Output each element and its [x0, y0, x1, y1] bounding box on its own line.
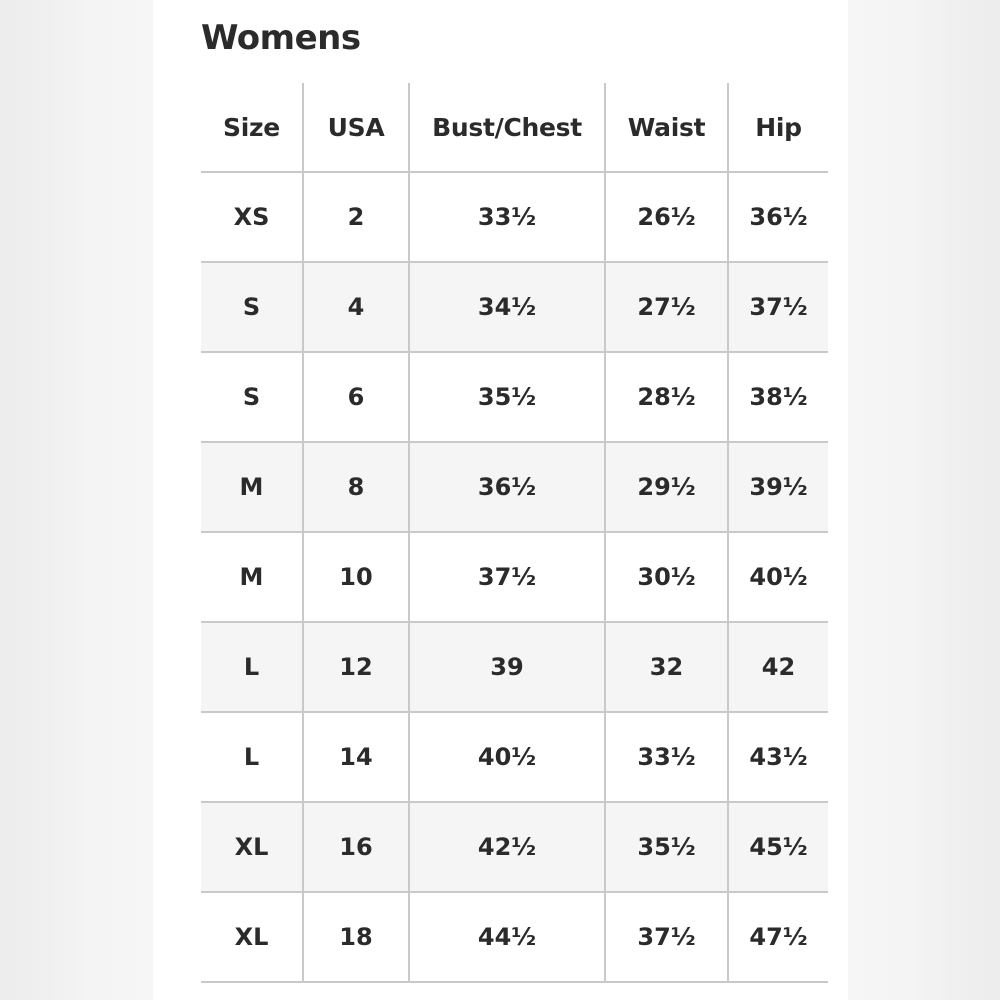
cell-hip: 36½: [728, 172, 828, 262]
cell-hip: 39½: [728, 442, 828, 532]
cell-size: L: [201, 622, 303, 712]
cell-hip: 43½: [728, 712, 828, 802]
cell-bust-chest: 33½: [409, 172, 605, 262]
cell-size: L: [201, 712, 303, 802]
cell-bust-chest: 44½: [409, 892, 605, 982]
cell-size: S: [201, 262, 303, 352]
cell-hip: 37½: [728, 262, 828, 352]
cell-size: S: [201, 352, 303, 442]
cell-hip: 38½: [728, 352, 828, 442]
cell-usa: 14: [303, 712, 409, 802]
backdrop-right: [848, 0, 1000, 1000]
cell-waist: 30½: [605, 532, 728, 622]
cell-usa: 4: [303, 262, 409, 352]
cell-hip: 40½: [728, 532, 828, 622]
cell-waist: 33½: [605, 712, 728, 802]
cell-waist: 29½: [605, 442, 728, 532]
cell-size: M: [201, 442, 303, 532]
chart-title: Womens: [201, 18, 361, 58]
cell-bust-chest: 39: [409, 622, 605, 712]
cell-bust-chest: 42½: [409, 802, 605, 892]
table-row: [201, 532, 828, 622]
cell-bust-chest: 40½: [409, 712, 605, 802]
header-size: Size: [201, 83, 303, 172]
cell-size: XL: [201, 892, 303, 982]
cell-waist: 37½: [605, 892, 728, 982]
header-hip: Hip: [728, 83, 828, 172]
cell-size: M: [201, 532, 303, 622]
cell-size: XS: [201, 172, 303, 262]
header-bust-chest: Bust/Chest: [409, 83, 605, 172]
table-row: [201, 802, 828, 892]
size-chart-panel: [153, 0, 848, 1000]
table-row: [201, 712, 828, 802]
cell-waist: 27½: [605, 262, 728, 352]
cell-usa: 16: [303, 802, 409, 892]
table-row: [201, 892, 828, 982]
cell-hip: 45½: [728, 802, 828, 892]
header-row: [201, 83, 828, 172]
cell-waist: 26½: [605, 172, 728, 262]
cell-hip: 47½: [728, 892, 828, 982]
table-row: [201, 262, 828, 352]
cell-usa: 10: [303, 532, 409, 622]
cell-bust-chest: 35½: [409, 352, 605, 442]
cell-usa: 12: [303, 622, 409, 712]
cell-waist: 35½: [605, 802, 728, 892]
header-waist: Waist: [605, 83, 728, 172]
size-chart-table: [201, 83, 828, 983]
cell-usa: 2: [303, 172, 409, 262]
cell-usa: 6: [303, 352, 409, 442]
table-row: [201, 352, 828, 442]
cell-usa: 8: [303, 442, 409, 532]
cell-size: XL: [201, 802, 303, 892]
cell-usa: 18: [303, 892, 409, 982]
table-row: [201, 622, 828, 712]
cell-bust-chest: 37½: [409, 532, 605, 622]
cell-bust-chest: 36½: [409, 442, 605, 532]
table-row: [201, 442, 828, 532]
cell-waist: 32: [605, 622, 728, 712]
header-usa: USA: [303, 83, 409, 172]
cell-waist: 28½: [605, 352, 728, 442]
cell-bust-chest: 34½: [409, 262, 605, 352]
cell-hip: 42: [728, 622, 828, 712]
table-row: [201, 172, 828, 262]
backdrop-left: [0, 0, 153, 1000]
